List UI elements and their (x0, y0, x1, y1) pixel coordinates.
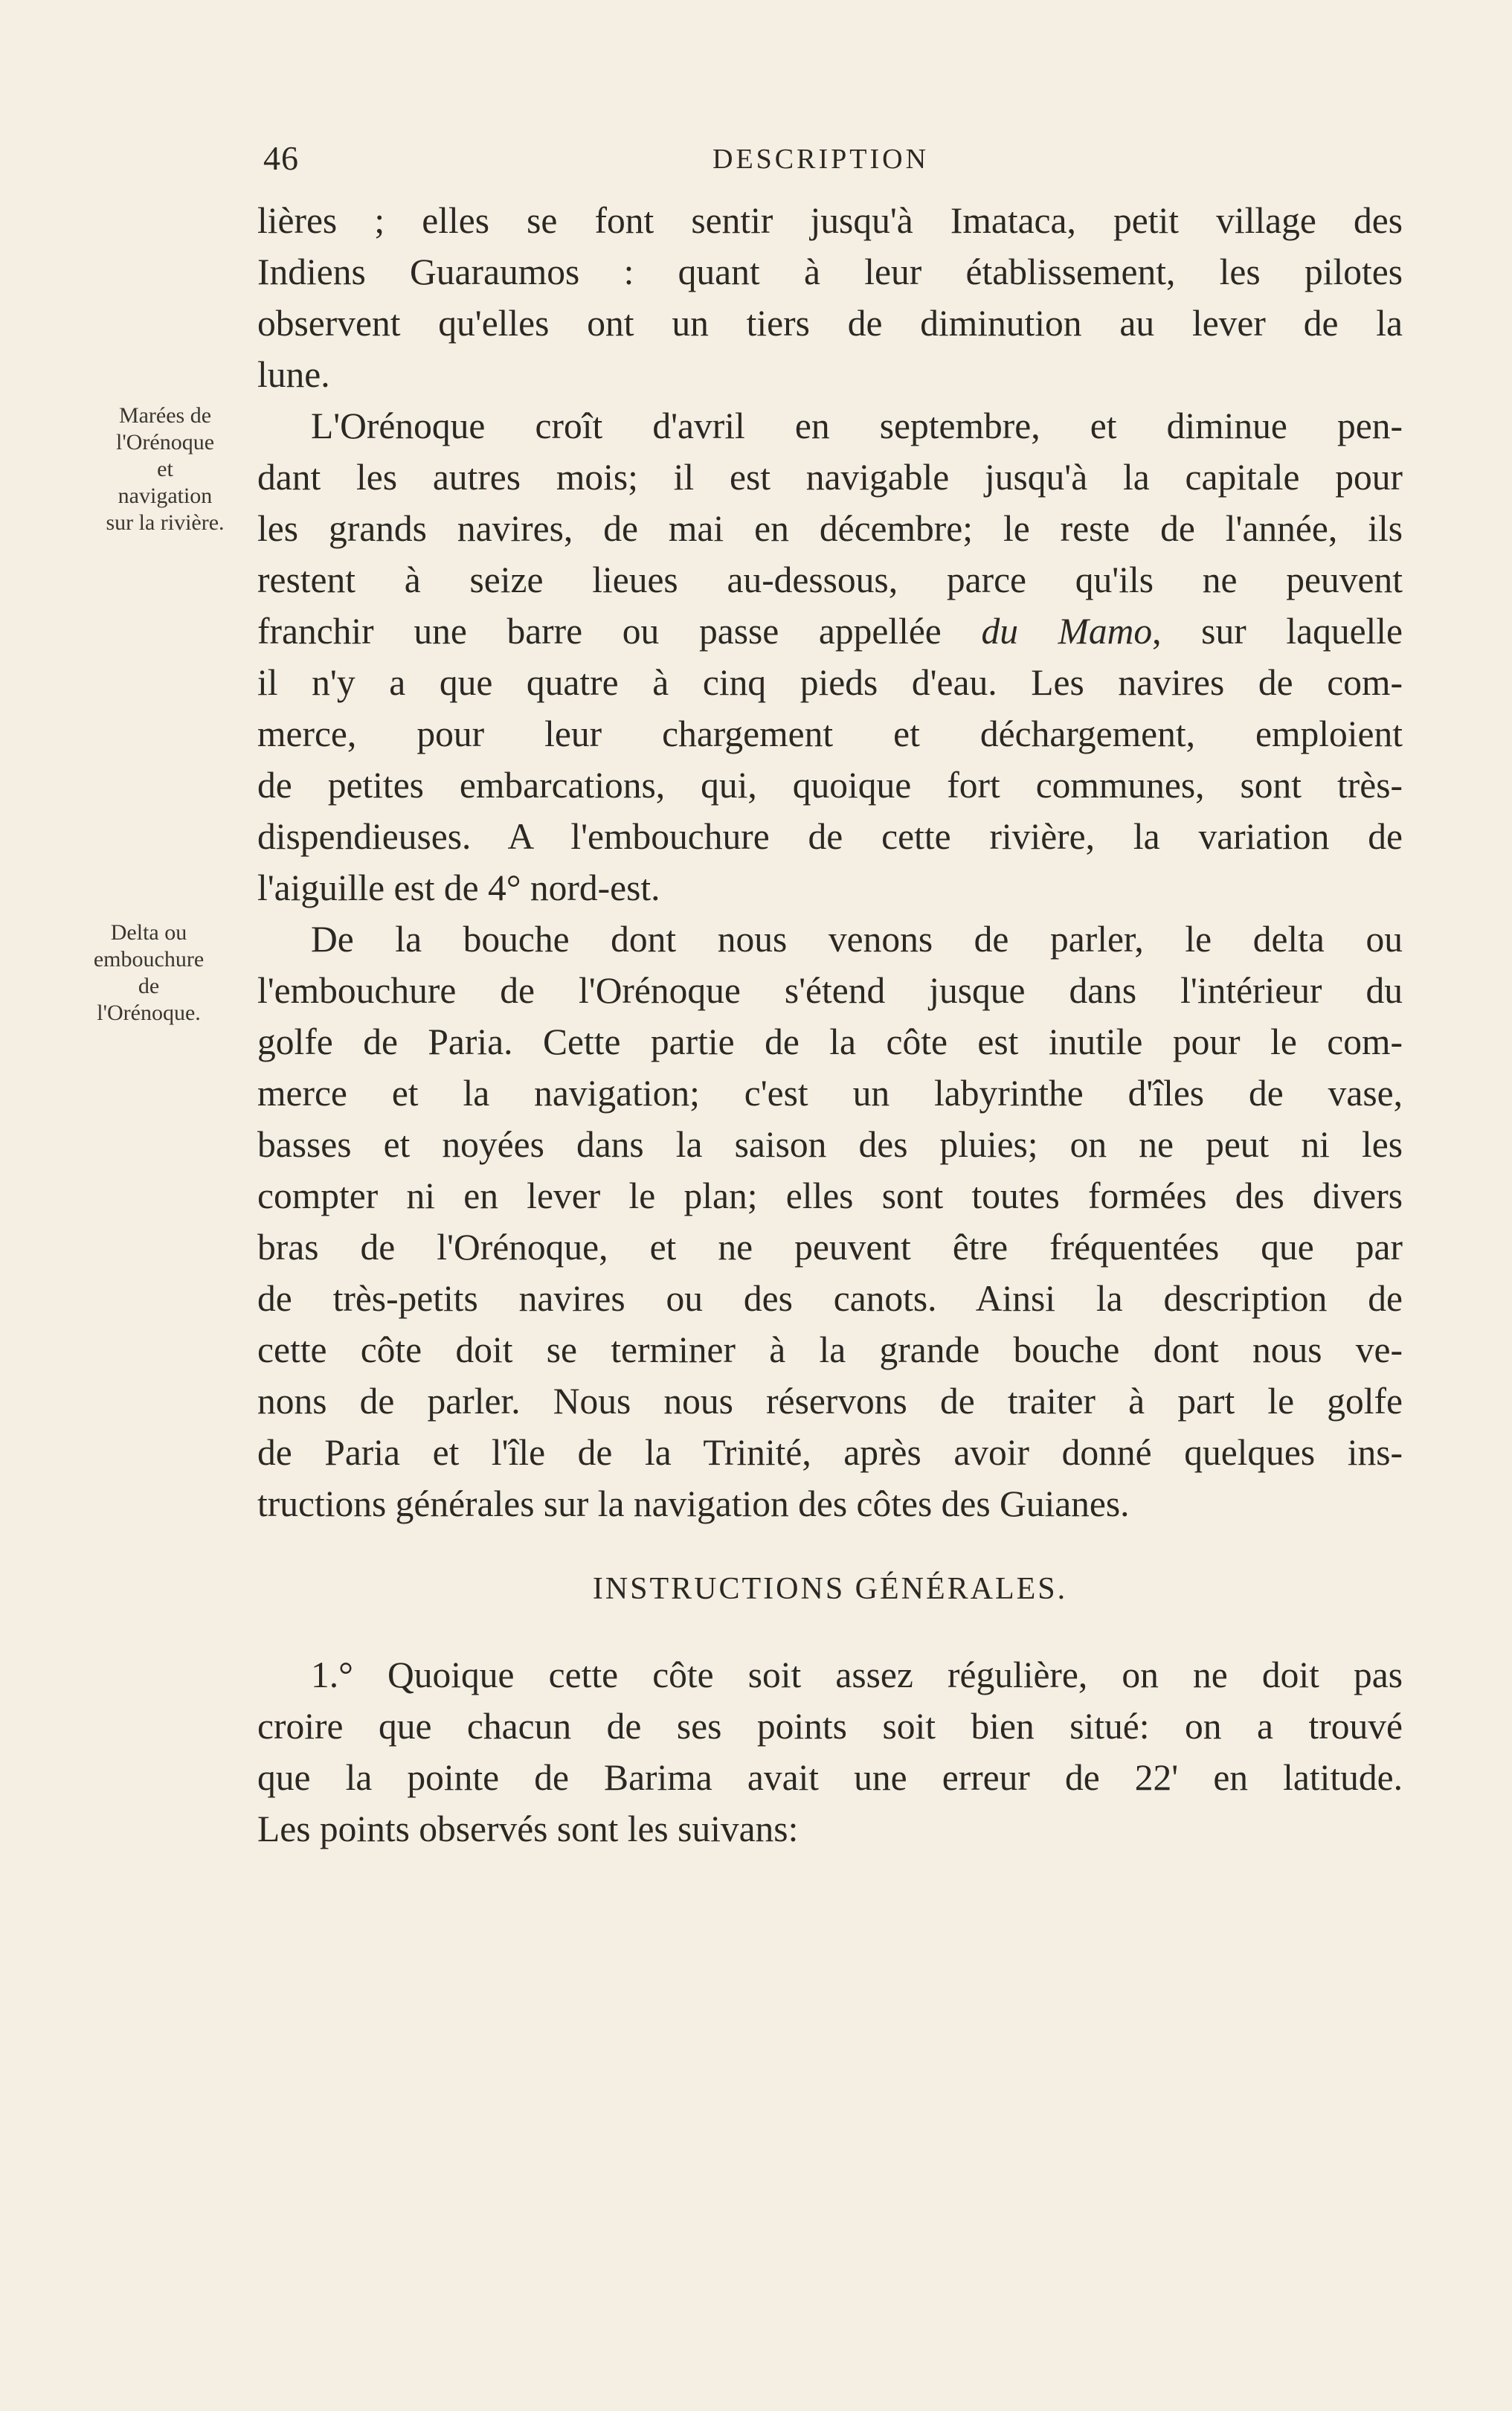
page-number: 46 (263, 139, 299, 177)
text-line: croire que chacun de ses points soit bien situé: on a trouvé (257, 1706, 1403, 1747)
text-line: l'aiguille est de 4° nord-est. (257, 867, 660, 908)
text-line: lune. (257, 354, 330, 395)
text-line: De la bouche dont nous venons de parler, le delta ou (311, 919, 1403, 960)
text-line: 1.° Quoique cette côte soit assez régulière, on ne doit pas (311, 1654, 1403, 1695)
text-line: bras de l'Orénoque, et ne peuvent être fréquentées que par (257, 1227, 1403, 1268)
text-line: Indiens Guaraumos : quant à leur établissement, les pilotes (257, 251, 1403, 292)
text-line: Les points observés sont les suivans: (257, 1808, 799, 1849)
section-heading: INSTRUCTIONS GÉNÉRALES. (592, 1572, 1068, 1606)
text-line: restent à seize lieues au-dessous, parce qu'ils ne peuvent (257, 559, 1403, 600)
text-line: de très-petits navires ou des canots. Ainsi la description de (257, 1278, 1403, 1319)
text-line: observent qu'elles ont un tiers de diminution au lever de la (257, 303, 1403, 344)
margin-note-line: de (138, 974, 160, 998)
margin-note-line: Marées de (118, 403, 212, 428)
section-gap (257, 1615, 1403, 1649)
running-title: DESCRIPTION (712, 144, 930, 175)
text-line: il n'y a que quatre à cinq pieds d'eau. Les navires de com- (257, 662, 1403, 703)
text-line: cette côte doit se terminer à la grande bouche dont nous ve- (257, 1329, 1403, 1370)
margin-note-line: l'Orénoque (115, 430, 215, 455)
margin-note-line: navigation (118, 484, 213, 508)
text-segment: , sur laquelle (1152, 611, 1403, 652)
margin-note-line: et (157, 457, 173, 481)
margin-note-delta (67, 919, 231, 1027)
margin-note-line: Delta ou (110, 920, 187, 945)
text-segment: franchir une barre ou passe appellée (257, 611, 942, 652)
text-line (257, 606, 1403, 657)
text-line: de petites embarcations, qui, quoique fort communes, sont très- (257, 765, 1403, 806)
body-text (257, 195, 1403, 1855)
margin-note-line: l'Orénoque. (97, 1001, 201, 1025)
text-line: de Paria et l'île de la Trinité, après avoir donné quelques ins- (257, 1432, 1403, 1473)
text-line: merce et la navigation; c'est un labyrinthe d'îles de vase, (257, 1073, 1403, 1114)
text-line: les grands navires, de mai en décembre; le reste de l'année, ils (257, 508, 1403, 549)
text-line: dant les autres mois; il est navigable jusqu'à la capitale pour (257, 457, 1403, 498)
page-header (257, 138, 1403, 183)
margin-note-tides (83, 402, 247, 536)
text-line: l'embouchure de l'Orénoque s'étend jusque dans l'intérieur du (257, 970, 1403, 1011)
margin-note-line: sur la rivière. (106, 510, 225, 535)
text-line: tructions générales sur la navigation des côtes des Guianes. (257, 1483, 1130, 1524)
text-line: basses et noyées dans la saison des pluies; on ne peut ni les (257, 1124, 1403, 1165)
text-line: compter ni en lever le plan; elles sont toutes formées des divers (257, 1175, 1403, 1216)
text-line: nons de parler. Nous nous réservons de traiter à part le golfe (257, 1381, 1403, 1422)
text-line: dispendieuses. A l'embouchure de cette rivière, la variation de (257, 816, 1403, 857)
text-line: que la pointe de Barima avait une erreur de 22' en latitude. (257, 1757, 1403, 1798)
place-name-italic: du Mamo (981, 611, 1153, 652)
text-line: lières ; elles se font sentir jusqu'à Imataca, petit village des (257, 200, 1403, 241)
margin-note-line: embouchure (93, 947, 205, 972)
text-line: golfe de Paria. Cette partie de la côte est inutile pour le com- (257, 1021, 1403, 1062)
text-line: L'Orénoque croît d'avril en septembre, et diminue pen- (311, 405, 1403, 446)
section-gap (257, 1529, 1403, 1564)
text-line: merce, pour leur chargement et déchargement, emploient (257, 713, 1403, 754)
